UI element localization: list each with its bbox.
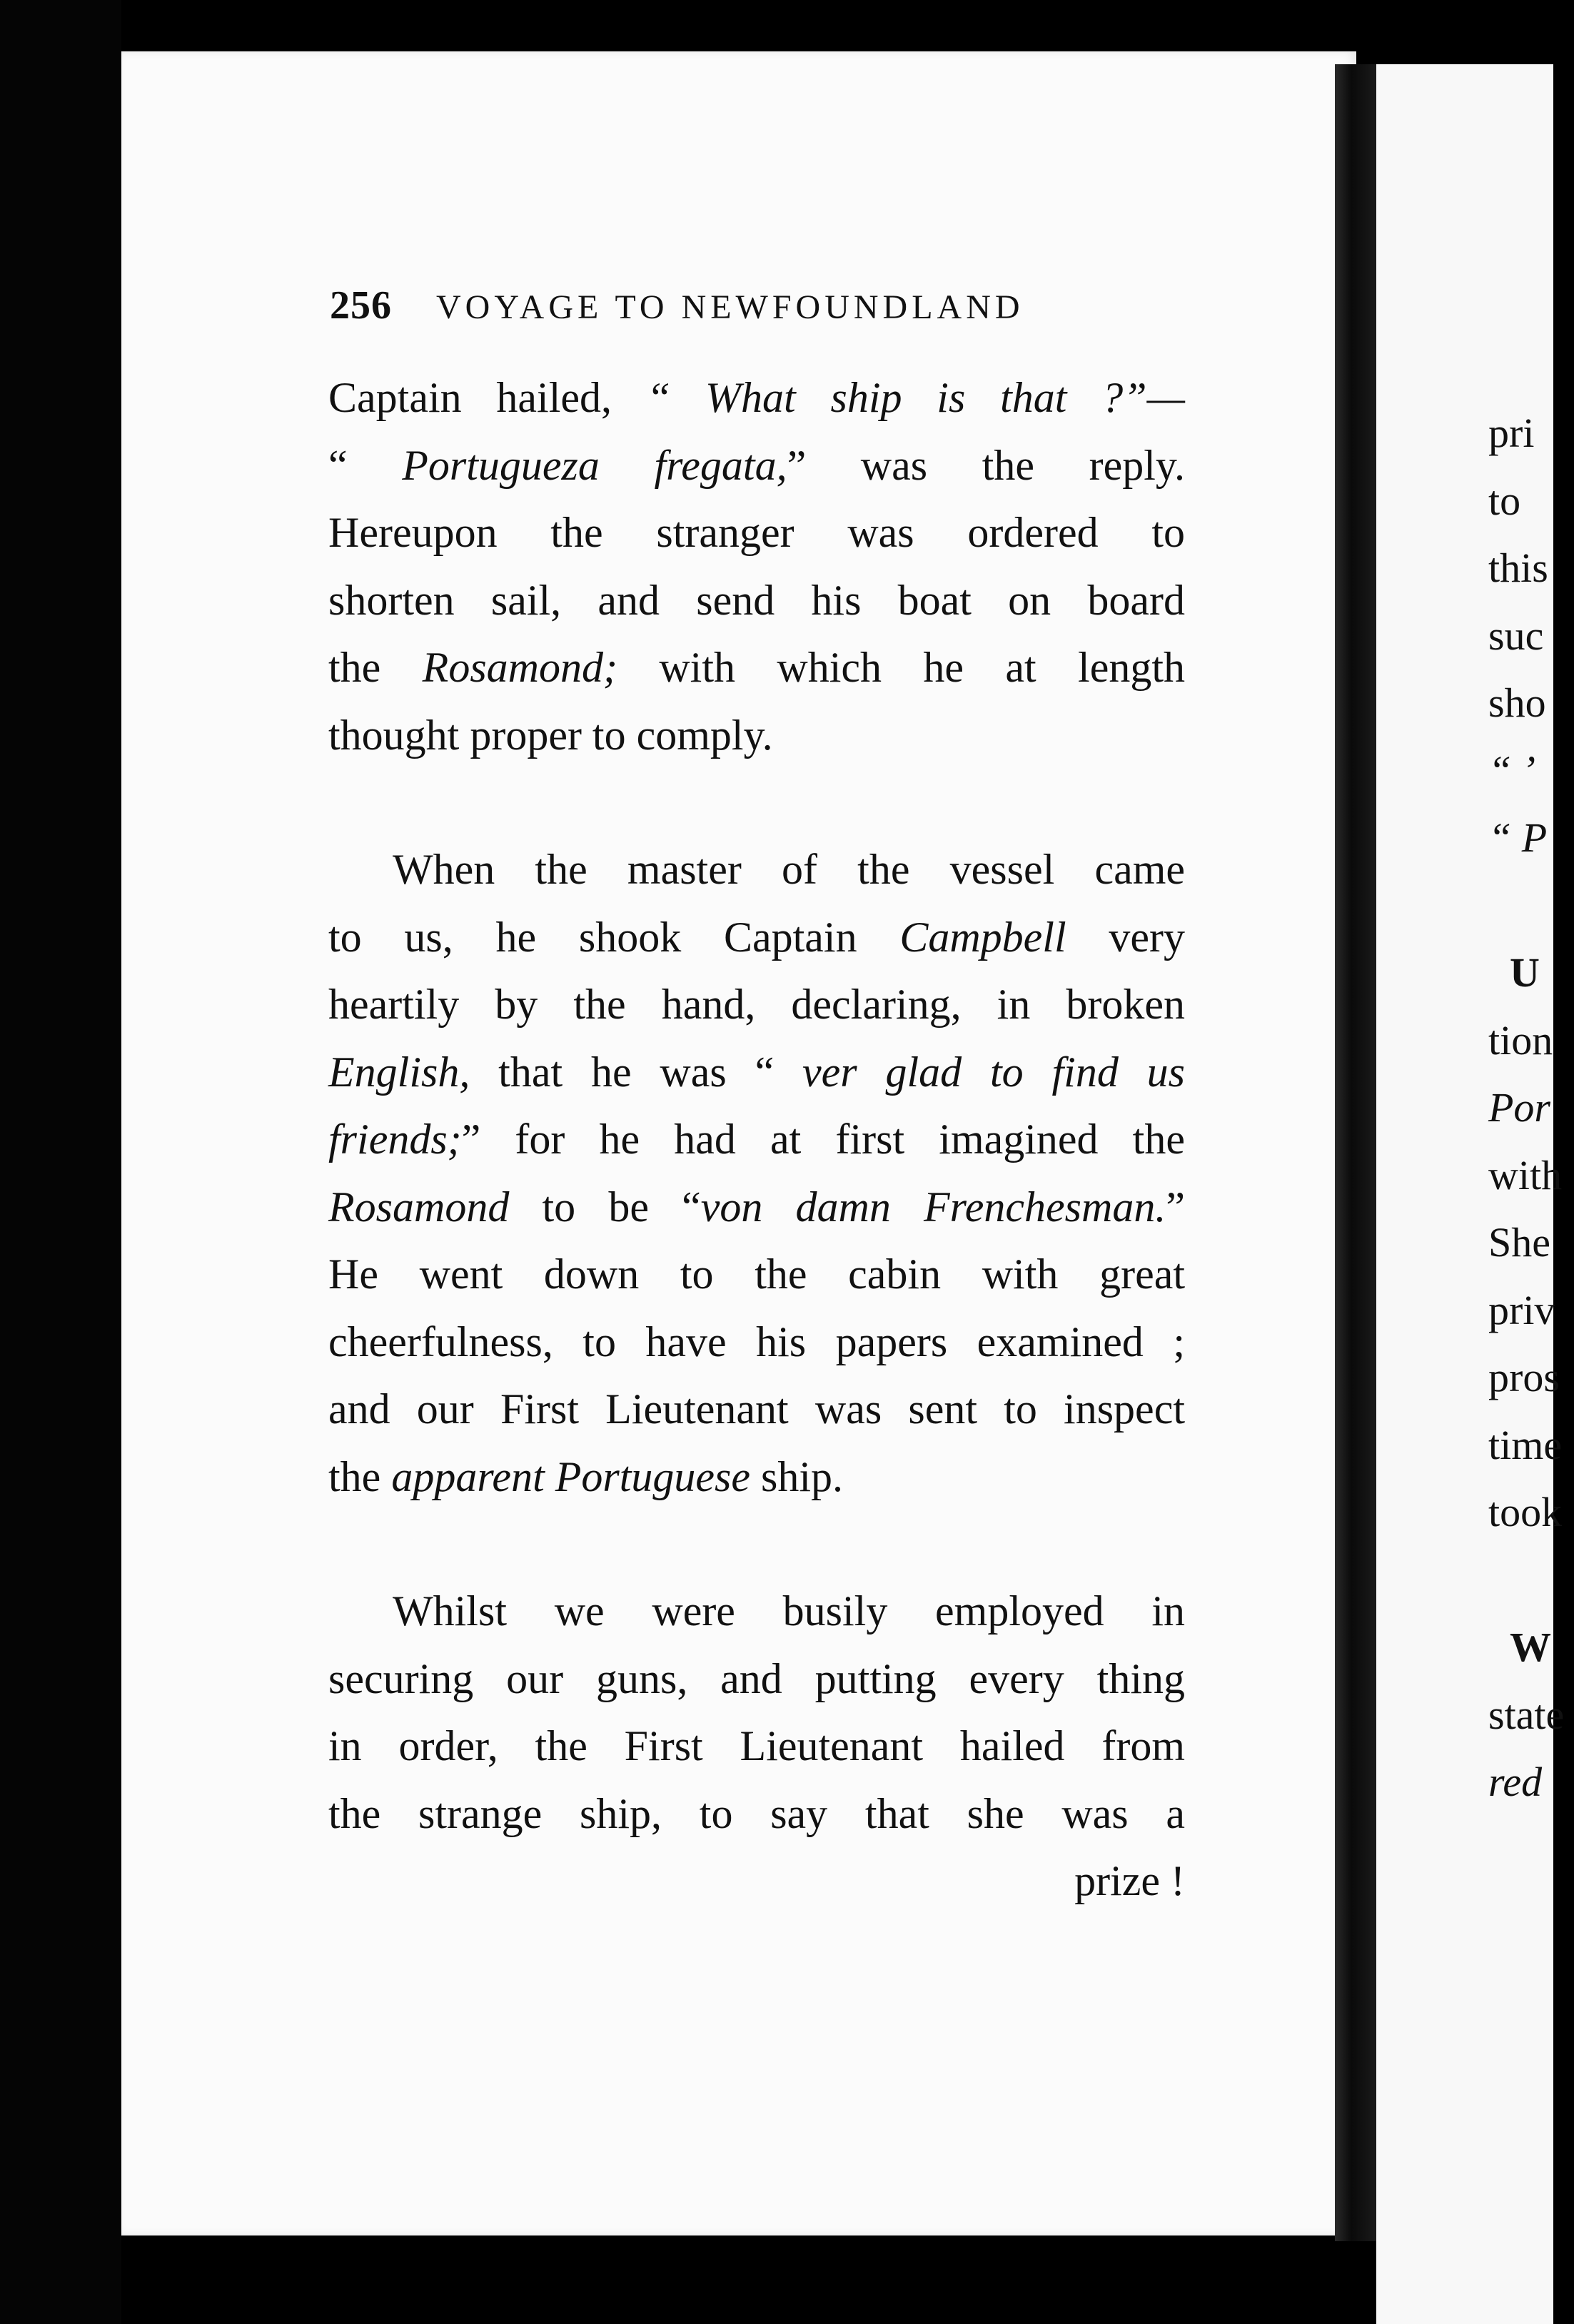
- facing-page-fragment: red: [1488, 1759, 1543, 1805]
- italic-text: apparent Portuguese: [391, 1452, 751, 1500]
- text-line: [328, 1443, 1185, 1511]
- italic-text: Rosamond;: [422, 644, 617, 691]
- text-segment: that he was “: [470, 1048, 803, 1096]
- italic-text: English,: [328, 1048, 470, 1096]
- text-line: [328, 702, 1185, 769]
- text-line: [328, 364, 1185, 432]
- text-segment: cheerfulness, to have his papers examined ;: [328, 1318, 1185, 1365]
- text-line: [328, 1712, 1185, 1780]
- paragraph-1: [328, 364, 1185, 769]
- italic-text: ver glad to find us: [802, 1048, 1186, 1096]
- text-segment: Captain hailed,: [328, 374, 647, 421]
- facing-page-fragment: suc: [1488, 612, 1544, 659]
- facing-page-fragment: to: [1488, 477, 1521, 524]
- facing-page-fragment: sho: [1488, 679, 1546, 726]
- text-segment: securing our guns, and putting every thing: [328, 1654, 1185, 1702]
- facing-page-fragment: W: [1510, 1624, 1551, 1670]
- scan-background-left: [0, 0, 121, 2324]
- facing-page-fragment: “ P: [1488, 814, 1548, 861]
- paragraph-3: [328, 1577, 1185, 1915]
- italic-text: Rosamond: [328, 1183, 510, 1231]
- text-line: [328, 1308, 1185, 1376]
- text-line: [328, 1847, 1185, 1915]
- text-segment: ”: [1166, 1183, 1186, 1231]
- facing-page-fragment: [1488, 1547, 1574, 1615]
- italic-text: Portugueza fregata,: [402, 441, 787, 489]
- text-segment: the strange ship, to say that she was a: [328, 1789, 1185, 1837]
- text-segment: to be “: [509, 1183, 701, 1231]
- facing-page-fragment: pri: [1488, 410, 1535, 456]
- text-segment: and our First Lieutenant was sent to inspect: [328, 1385, 1185, 1433]
- italic-text: friends;: [328, 1116, 462, 1163]
- page-number: 256: [330, 283, 392, 328]
- text-line: [328, 1241, 1185, 1308]
- text-segment: to us, he shook Captain: [328, 913, 900, 961]
- text-line: [328, 1375, 1185, 1443]
- text-segment: shorten sail, and send his boat on board: [328, 576, 1185, 624]
- facing-page-fragment: state: [1488, 1691, 1565, 1738]
- page-body: [328, 364, 1185, 1915]
- text-segment: Hereupon the stranger was ordered to: [328, 509, 1185, 556]
- facing-page-fragment: tion: [1488, 1016, 1553, 1064]
- text-segment: heartily by the hand, declaring, in broken: [328, 981, 1185, 1028]
- text-line: [328, 1039, 1185, 1106]
- facing-page-fragment: “ ’: [1488, 747, 1536, 794]
- text-segment: very: [1066, 913, 1185, 961]
- text-segment: He went down to the cabin with great: [328, 1251, 1185, 1298]
- running-title: VOYAGE TO NEWFOUNDLAND: [436, 288, 1024, 326]
- facing-page-fragment: [1488, 872, 1574, 940]
- facing-page-fragment: pros: [1488, 1354, 1560, 1400]
- text-line: [328, 432, 1185, 500]
- italic-text: Campbell: [899, 913, 1066, 961]
- facing-page-fragment: took: [1488, 1489, 1563, 1535]
- text-line: [328, 971, 1185, 1039]
- facing-page-text: [1488, 400, 1574, 1817]
- text-line: [328, 1173, 1185, 1241]
- text-segment: with which he at length: [617, 644, 1185, 691]
- paragraph-2: [328, 836, 1185, 1510]
- text-segment: the: [328, 644, 423, 691]
- running-header: [330, 283, 1215, 347]
- text-segment: ship.: [750, 1452, 844, 1500]
- text-segment: thought proper to comply.: [328, 711, 773, 759]
- facing-page-fragment: time: [1488, 1421, 1563, 1468]
- facing-page-fragment: priv: [1488, 1286, 1555, 1333]
- book-gutter: [1335, 64, 1376, 2241]
- text-segment: the: [328, 1452, 392, 1500]
- facing-page-fragment: this: [1488, 545, 1548, 591]
- text-line: [328, 1106, 1185, 1173]
- text-segment: When the master of the vessel came: [393, 846, 1185, 893]
- text-segment: ” was the reply.: [787, 441, 1185, 489]
- text-line: [328, 1645, 1185, 1713]
- text-line: [328, 499, 1185, 567]
- facing-page-fragment: with: [1488, 1151, 1563, 1198]
- text-segment: Whilst we were busily employed in: [393, 1587, 1185, 1635]
- text-segment: in order, the First Lieutenant hailed from: [328, 1722, 1185, 1769]
- italic-text: “ What ship is that ?”—: [646, 374, 1185, 421]
- text-line: [328, 567, 1185, 635]
- facing-page-fragment: U: [1510, 949, 1540, 996]
- facing-page-fragment: Por: [1488, 1084, 1550, 1131]
- text-segment: ” for he had at first imagined the: [461, 1116, 1185, 1163]
- text-line: [328, 1577, 1185, 1645]
- text-segment: “: [328, 441, 403, 489]
- text-segment: prize !: [1074, 1857, 1185, 1904]
- italic-text: von damn Frenchesman.: [700, 1183, 1166, 1231]
- text-line: [328, 634, 1185, 702]
- text-line: [328, 1780, 1185, 1848]
- facing-page-fragment: She: [1488, 1219, 1550, 1265]
- text-line: [328, 836, 1185, 904]
- text-line: [328, 904, 1185, 971]
